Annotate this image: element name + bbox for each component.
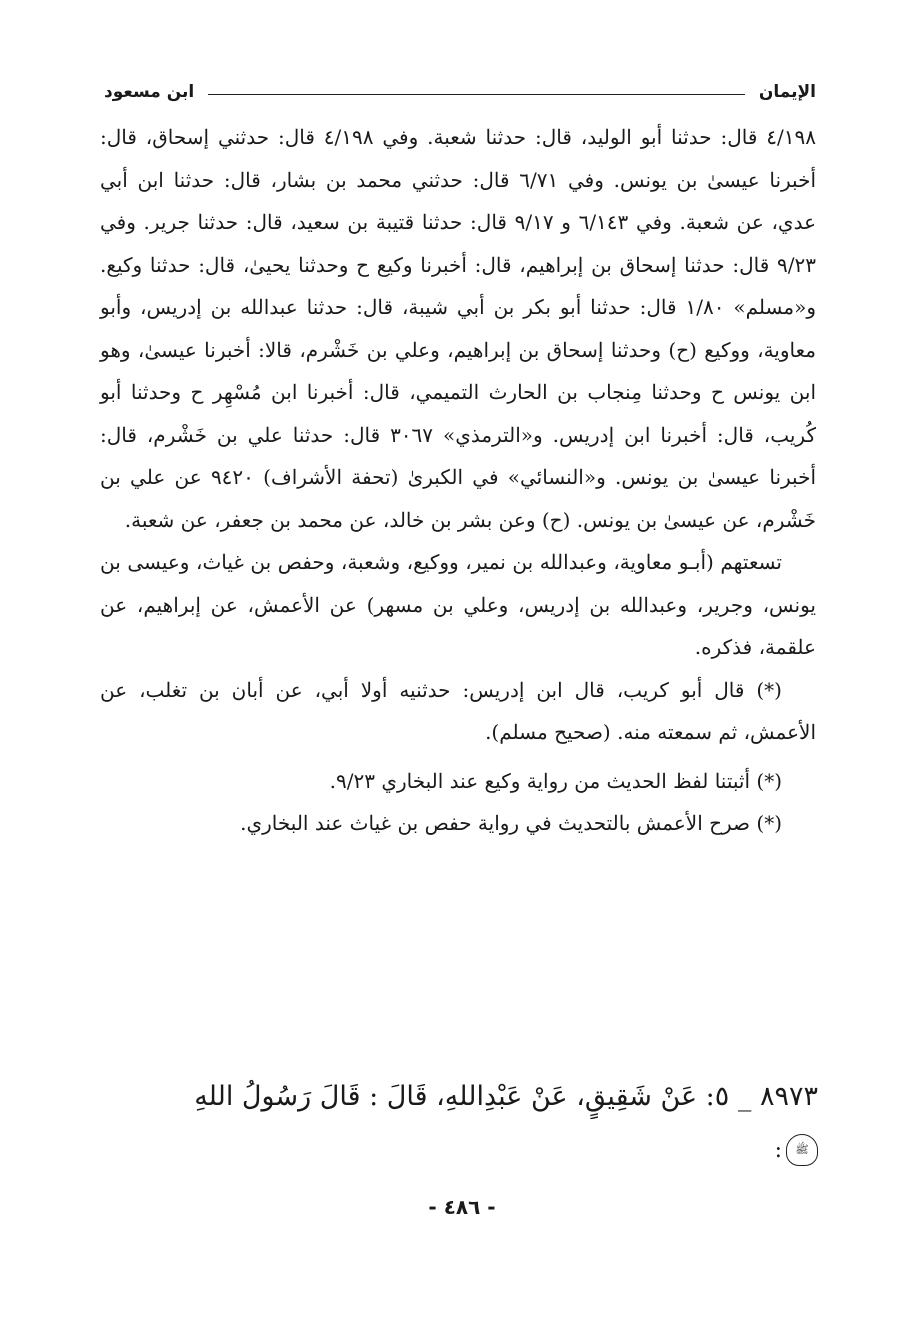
footnote-note-1: (*) قال أبو كريب، قال ابن إدريس: حدثنيه أولا أبي، عن أبان بن تغلب، عن الأعمش، ثم سمعته منه. (صحيح مسلم). [100, 677, 816, 744]
salutation-line [775, 1134, 818, 1166]
running-head [104, 78, 816, 106]
narrators-summary-paragraph: تسعتهم (أبـو معاوية، وعبدالله بن نمير، ووكيع، وشعبة، وحفص بن غياث، وعيسى بن يونس، وجرير، وعبدالله بن إدريس، وعلي بن مسهر) عن الأعمش، عن إبراهيم، عن علقمة، فذكره. [100, 550, 816, 659]
footnote-note-3: (*) صرح الأعمش بالتحديث في رواية حفص بن غياث عند البخاري. [240, 811, 782, 835]
salutation-colon: : [774, 1137, 782, 1163]
narration-chain-paragraph: ٤/١٩٨ قال: حدثنا أبو الوليد، قال: حدثنا شعبة. وفي ٤/١٩٨ قال: حدثني إسحاق، قال: أخبرنا عيسىٰ بن يونس. وفي ٦/٧١ قال: حدثني محمد بن بشار، قال: حدثنا ابن أبي عدي، عن شعبة. وفي ٦/١٤٣ و ٩/١٧ قال: حدثنا قتيبة بن سعيد، قال: حدثنا جرير. وفي ٩/٢٣ قال: حدثنا إسحاق بن إبراهيم، قال: أخبرنا وكيع ح وحدثنا يحيىٰ، قال: حدثنا وكيع. و«مسلم» ١/٨٠ قال: حدثنا أبو بكر بن أبي شيبة، قال: حدثنا عبدالله بن إدريس، وأبو معاوية، ووكيع (ح) وحدثنا إسحاق بن إبراهيم، وعلي بن خَشْرم، قالا: أخبرنا عيسىٰ، وهو ابن يونس ح وحدثنا مِنجاب بن الحارث التميمي، قال: أخبرنا ابن مُسْهِر ح وحدثنا أبو كُريب، قال: أخبرنا ابن إدريس. و«الترمذي» ٣٠٦٧ قال: حدثنا علي بن خَشْرم، قال: أخبرنا عيسىٰ بن يونس. و«النسائي» في الكبرىٰ (تحفة الأشراف) ٩٤٢٠ عن علي بن خَشْرم، عن عيسىٰ بن يونس. (ح) وعن بشر بن خالد، عن محمد بن جعفر، عن شعبة. [100, 125, 817, 532]
body-text [100, 116, 816, 845]
chapter-title: الإيمان [758, 82, 816, 102]
hadith-heading: ٨٩٧٣ _ ٥: عَنْ شَقِيقٍ، عَنْ عَبْدِاللهِ، قَالَ : قَالَ رَسُولُ اللهِ [194, 1081, 818, 1112]
header-rule [208, 94, 745, 95]
author-title: ابن مسعود [104, 82, 195, 102]
footnote-note-2: (*) أثبتنا لفظ الحديث من رواية وكيع عند البخاري ٩/٢٣. [329, 768, 782, 793]
page-number: - ٤٨٦ - [428, 1195, 496, 1219]
salutation-seal-icon: ﷺ [786, 1134, 818, 1166]
